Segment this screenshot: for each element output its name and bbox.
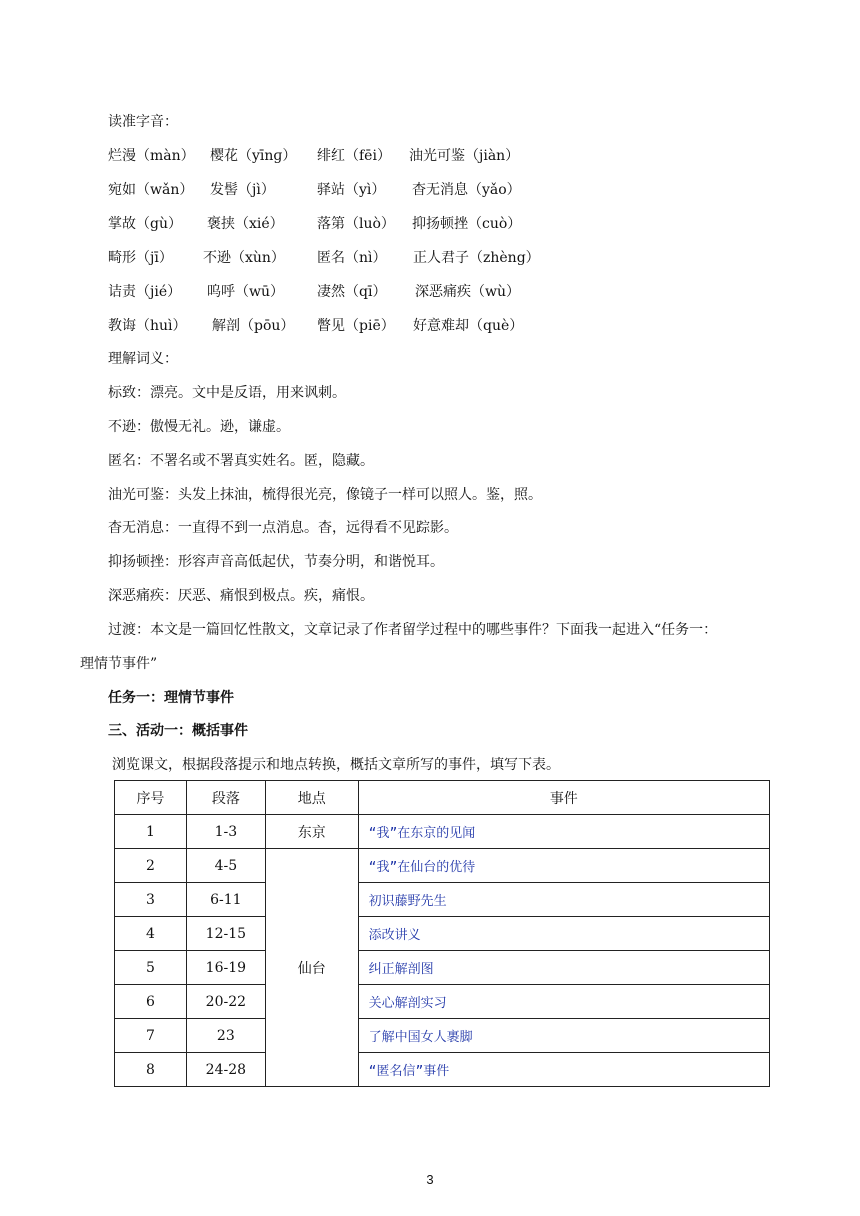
cell-paragraph: 20-22 (186, 985, 265, 1019)
events-table (114, 780, 770, 1087)
pronunciation-item: 解剖（pōu） (212, 318, 295, 334)
vocabulary-heading: 理解词义： (108, 351, 178, 367)
cell-number: 1 (115, 815, 187, 849)
cell-number: 6 (115, 985, 187, 1019)
table-row (115, 1019, 770, 1053)
pronunciation-heading: 读准字音： (108, 114, 178, 130)
pronunciation-item: 匿名（nì） (317, 250, 387, 266)
pronunciation-item: 正人君子（zhèng） (413, 250, 540, 266)
header-event: 事件 (358, 781, 769, 815)
cell-number: 2 (115, 849, 187, 883)
cell-paragraph: 12-15 (186, 917, 265, 951)
pronunciation-item: 呜呼（wū） (207, 284, 284, 300)
cell-paragraph: 6-11 (186, 883, 265, 917)
cell-event: 关心解剖实习 (358, 985, 769, 1019)
cell-number: 3 (115, 883, 187, 917)
pronunciation-item: 发髻（jì） (210, 182, 275, 198)
cell-number: 7 (115, 1019, 187, 1053)
pronunciation-item: 褒挟（xié） (207, 216, 284, 232)
pronunciation-item: 宛如（wǎn） (108, 182, 194, 198)
cell-event: 纠正解剖图 (358, 951, 769, 985)
pronunciation-item: 诘责（jié） (108, 284, 182, 300)
instruction-text: 浏览课文，根据段落提示和地点转换，概括文章所写的事件，填写下表。 (112, 757, 560, 773)
vocabulary-item: 深恶痛疾：厌恶、痛恨到极点。疾，痛恨。 (108, 588, 374, 604)
transition-text-continued: 理情节事件” (80, 656, 158, 672)
header-place: 地点 (265, 781, 358, 815)
pronunciation-item: 绯红（fēi） (317, 148, 391, 164)
pronunciation-item: 好意难却（què） (413, 318, 524, 334)
pronunciation-item: 深恶痛疾（wù） (415, 284, 520, 300)
cell-event: 添改讲义 (358, 917, 769, 951)
pronunciation-item: 不逊（xùn） (203, 250, 285, 266)
activity-title: 三、活动一：概括事件 (108, 723, 248, 739)
pronunciation-item: 畸形（jī） (108, 250, 173, 266)
pronunciation-item: 落第（luò） (317, 216, 395, 232)
vocabulary-item: 抑扬顿挫：形容声音高低起伏，节奏分明，和谐悦耳。 (108, 554, 444, 570)
cell-paragraph: 23 (186, 1019, 265, 1053)
pronunciation-item: 油光可鉴（jiàn） (409, 148, 520, 164)
table-row (115, 917, 770, 951)
pronunciation-item: 凄然（qī） (317, 284, 387, 300)
cell-place: 东京 (265, 815, 358, 849)
cell-place: 仙台 (265, 849, 358, 1087)
cell-event: 初识藤野先生 (358, 883, 769, 917)
pronunciation-item: 杳无消息（yǎo） (412, 182, 521, 198)
vocabulary-item: 不逊：傲慢无礼。逊，谦虚。 (108, 419, 290, 435)
table-row (115, 883, 770, 917)
cell-paragraph: 24-28 (186, 1053, 265, 1087)
cell-event: “我”在东京的见闻 (358, 815, 769, 849)
pronunciation-item: 瞥见（piē） (317, 318, 395, 334)
pronunciation-item: 烂漫（màn） (108, 148, 195, 164)
transition-text: 过渡：本文是一篇回忆性散文，文章记录了作者留学过程中的哪些事件？下面我一起进入“任务一： (108, 622, 718, 638)
page-number: 3 (426, 1172, 434, 1187)
table-row (115, 1053, 770, 1087)
table-row (115, 985, 770, 1019)
pronunciation-item: 樱花（yīnɡ） (210, 148, 297, 164)
vocabulary-item: 油光可鉴：头发上抹油，梳得很光亮，像镜子一样可以照人。鉴，照。 (108, 487, 542, 503)
cell-paragraph: 1-3 (186, 815, 265, 849)
cell-paragraph: 4-5 (186, 849, 265, 883)
table-row (115, 849, 770, 883)
cell-event: “匿名信”事件 (358, 1053, 769, 1087)
vocabulary-item: 匿名：不署名或不署真实姓名。匿，隐藏。 (108, 453, 374, 469)
pronunciation-item: 驿站（yì） (317, 182, 386, 198)
table-row (115, 951, 770, 985)
cell-event: 了解中国女人裹脚 (358, 1019, 769, 1053)
table-row (115, 815, 770, 849)
task-title: 任务一：理情节事件 (108, 690, 234, 706)
cell-number: 4 (115, 917, 187, 951)
cell-number: 5 (115, 951, 187, 985)
header-number: 序号 (115, 781, 187, 815)
cell-paragraph: 16-19 (186, 951, 265, 985)
cell-event: “我”在仙台的优待 (358, 849, 769, 883)
pronunciation-item: 掌故（gù） (108, 216, 182, 232)
cell-number: 8 (115, 1053, 187, 1087)
vocabulary-item: 杳无消息：一直得不到一点消息。杳，远得看不见踪影。 (108, 520, 458, 536)
pronunciation-item: 教诲（huì） (108, 318, 187, 334)
pronunciation-item: 抑扬顿挫（cuò） (412, 216, 522, 232)
header-paragraph: 段落 (186, 781, 265, 815)
vocabulary-item: 标致：漂亮。文中是反语，用来讽刺。 (108, 385, 346, 401)
table-header-row (115, 781, 770, 815)
